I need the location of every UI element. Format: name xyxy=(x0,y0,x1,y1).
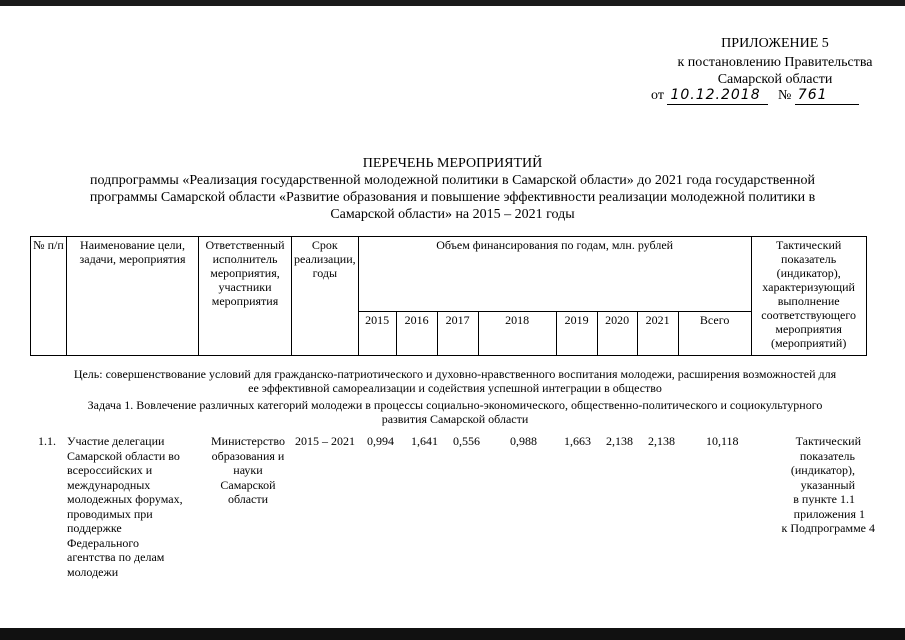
row-name-line: молодежи xyxy=(67,564,119,579)
header-year: 2021 xyxy=(637,312,678,356)
row-value-total: 10,118 xyxy=(706,434,739,448)
row-value-2017: 0,556 xyxy=(453,434,480,448)
header-funding: Объем финансирования по годам, млн. рублей xyxy=(358,237,751,312)
row-name-line: поддержке xyxy=(67,521,122,535)
header-executor: Ответственный исполнитель мероприятия, участники мероприятия xyxy=(199,237,292,356)
row-name-line: Самарской области во xyxy=(67,448,180,463)
handwritten-number: 761 xyxy=(795,87,859,105)
header-year: 2015 xyxy=(358,312,396,356)
row-value-2021: 2,138 xyxy=(648,434,675,448)
row-value-2018: 0,988 xyxy=(510,434,537,448)
header-name: Наименование цели, задачи, мероприятия xyxy=(67,237,199,356)
row-indicator xyxy=(760,434,875,536)
appendix-line2: к постановлению Правительства xyxy=(677,55,873,70)
row-name-line: Федерального xyxy=(67,535,140,550)
row-executor-line: науки xyxy=(233,463,263,477)
row-name-line: молодежных форумах, xyxy=(67,492,183,506)
row-executor-line: Министерство xyxy=(211,434,285,448)
row-name-line: агентства по делам xyxy=(67,550,165,564)
header-num: № п/п xyxy=(31,237,67,356)
row-executor-line: области xyxy=(227,492,269,506)
row-executor xyxy=(203,434,293,507)
scan-bottom-border xyxy=(0,628,905,640)
header-total: Всего xyxy=(678,312,751,356)
row-name-line: всероссийских и xyxy=(67,463,153,477)
row-num: 1.1. xyxy=(38,434,56,448)
header-year: 2017 xyxy=(437,312,478,356)
subtitle-line2: программы Самарской области «Развитие образования и повышение эффективности реализации молодежной политики в xyxy=(89,190,816,205)
header-year: 2016 xyxy=(396,312,437,356)
row-term: 2015 – 2021 xyxy=(295,434,355,448)
row-executor-line: Самарской xyxy=(220,477,276,492)
row-indicator-line: в пункте 1.1 xyxy=(793,492,855,506)
row-indicator-line: Тактический xyxy=(795,434,861,448)
handwritten-date: 10.12.2018 xyxy=(667,87,768,105)
scan-top-border xyxy=(0,0,905,6)
row-name-line: международных xyxy=(67,477,151,492)
task-line1: Задача 1. Вовлечение различных категорий молодежи в процессы социально-экономического, общественно-политического и социокультурного xyxy=(87,398,823,412)
header-year: 2020 xyxy=(597,312,637,356)
goal-line2: ее эффективной самореализации и содействия успешной интеграции в общество xyxy=(248,381,662,395)
document-title: ПЕРЕЧЕНЬ МЕРОПРИЯТИЙ xyxy=(362,156,543,171)
row-name xyxy=(67,434,199,579)
row-value-2019: 1,663 xyxy=(564,434,591,448)
header-year: 2018 xyxy=(478,312,556,356)
subtitle-line3: Самарской области» на 2015 – 2021 годы xyxy=(330,207,575,222)
row-value-2016: 1,641 xyxy=(411,434,438,448)
row-indicator-line: приложения 1 xyxy=(793,506,865,521)
row-value-2015: 0,994 xyxy=(367,434,394,448)
date-prefix: от xyxy=(651,88,664,103)
row-executor-line: образования и xyxy=(211,448,285,463)
task-line2: развития Самарской области xyxy=(381,412,529,426)
header-table xyxy=(30,236,867,356)
row-indicator-line: (индикатор), xyxy=(790,463,855,477)
appendix-title: ПРИЛОЖЕНИЕ 5 xyxy=(721,36,829,51)
row-indicator-line: показатель xyxy=(799,448,855,463)
row-indicator-line: указанный xyxy=(800,477,855,492)
appendix-date-row xyxy=(651,87,859,105)
goal-line1: Цель: совершенствование условий для гражданско-патриотического и духовно-нравственного воспитания молодежи, расширения возможностей для xyxy=(73,367,837,381)
row-value-2020: 2,138 xyxy=(606,434,633,448)
appendix-line3: Самарской области xyxy=(717,72,833,87)
row-name-line: Участие делегации xyxy=(67,434,165,448)
subtitle-line1: подпрограммы «Реализация государственной молодежной политики в Самарской области» до 2021 года государственной xyxy=(90,173,815,188)
row-name-line: проводимых при xyxy=(67,506,153,521)
header-year: 2019 xyxy=(556,312,597,356)
row-indicator-line: к Подпрограмме 4 xyxy=(781,521,875,535)
header-term: Срок реализации, годы xyxy=(292,237,359,356)
number-prefix: № xyxy=(777,88,792,103)
header-indicator: Тактический показатель (индикатор), характеризующий выполнение соответствующего мероприятия (мероприятий) xyxy=(751,237,866,356)
appendix-block xyxy=(675,35,875,88)
